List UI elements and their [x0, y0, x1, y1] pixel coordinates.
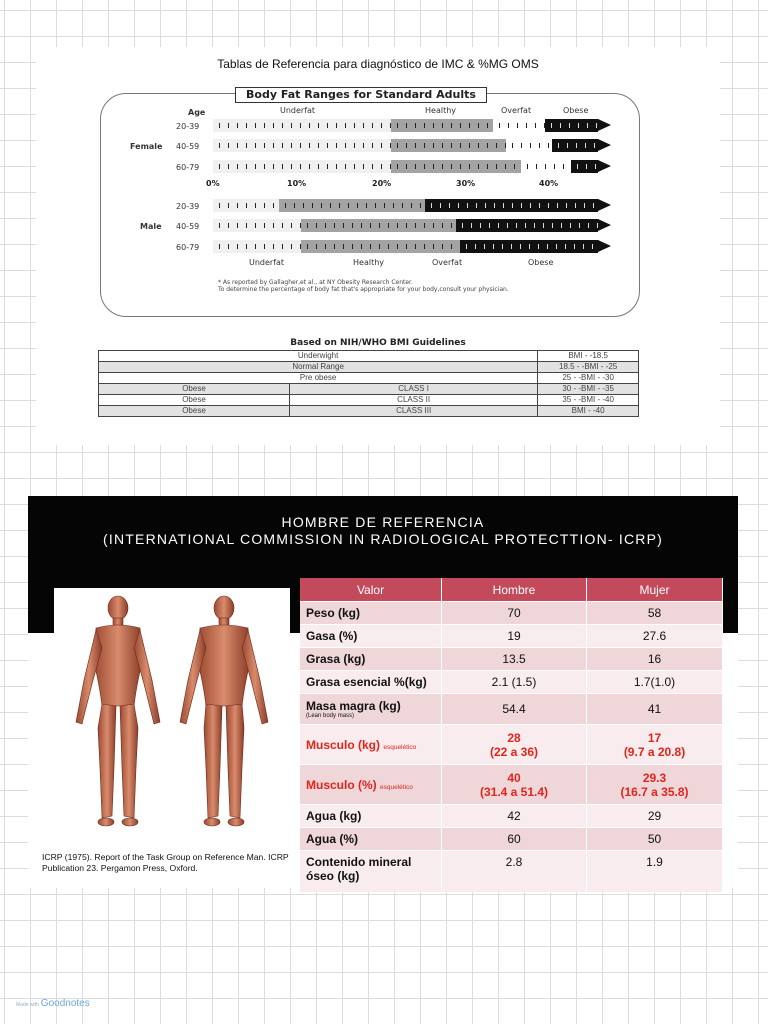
row-label: Contenido mineral óseo (kg)	[300, 851, 442, 892]
row-label-text: Musculo (%)	[306, 777, 377, 792]
table-row	[300, 671, 723, 694]
bmi-range: BMI - -18.5	[538, 351, 639, 362]
hombre-value: 13.5	[442, 648, 587, 671]
row-label: Agua (kg)	[300, 805, 442, 828]
bmi-range: BMI - -40	[538, 406, 639, 417]
row-label: Agua (%)	[300, 828, 442, 851]
fat-bar-male-20-39	[213, 199, 611, 212]
segment-obese	[552, 139, 598, 152]
citation-text: ICRP (1975). Report of the Task Group on Reference Man. ICRP Publication 23. Pergamon Press, Oxford.	[42, 852, 289, 873]
segment-obese	[545, 119, 598, 132]
bottom-category-overfat: Overfat	[432, 258, 463, 267]
mujer-value: 29	[587, 805, 723, 828]
hombre-value: 2.1 (1.5)	[442, 671, 587, 694]
column-header-hombre: Hombre	[442, 578, 587, 602]
mujer-main: 17	[647, 730, 662, 745]
hombre-value: 70	[442, 602, 587, 625]
table-row	[99, 395, 639, 406]
segment-healthy	[391, 160, 522, 173]
row-label-text: Masa magra (kg)	[306, 699, 401, 713]
segment-overfat	[493, 119, 545, 132]
reference-man-table	[300, 578, 723, 892]
segment-obese	[460, 240, 598, 253]
bottom-category-underfat: Underfat	[249, 258, 285, 267]
top-category-overfat: Overfat	[501, 106, 532, 115]
arrow-right-icon	[598, 199, 611, 211]
segment-underfat	[213, 219, 301, 232]
segment-healthy	[301, 219, 457, 232]
top-category-underfat: Underfat	[280, 106, 316, 115]
bmi-category: Pre obese	[99, 373, 538, 384]
goodnotes-watermark	[16, 998, 90, 1009]
table-header-row	[300, 578, 723, 602]
male-label: Male	[140, 222, 162, 231]
footnote-line-2: To determine the percentage of body fat that's appropriate for your body,consult your physician.	[218, 286, 509, 293]
female-label: Female	[130, 142, 163, 151]
mujer-range: (9.7 a 20.8)	[623, 744, 686, 759]
segment-underfat	[213, 240, 301, 253]
hombre-value: 54.4	[442, 694, 587, 725]
bmi-range: 25 - -BMI - -30	[538, 373, 639, 384]
slide-title-line-2: (INTERNATIONAL COMMISSION IN RADIOLOGICAL PROTECTTION- ICRP)	[103, 531, 663, 547]
segment-overfat	[506, 139, 552, 152]
female-age-60-79: 60-79	[176, 163, 200, 172]
mujer-value: 41	[587, 694, 723, 725]
segment-healthy	[391, 119, 494, 132]
bmi-category: Obese	[99, 406, 290, 417]
slide-title-line-1: HOMBRE DE REFERENCIA	[281, 514, 485, 530]
segment-underfat	[213, 199, 279, 212]
row-label-text: Musculo (kg)	[306, 737, 380, 752]
bmi-table	[98, 350, 639, 417]
mujer-value: 50	[587, 828, 723, 851]
male-age-20-39: 20-39	[176, 202, 200, 211]
bmi-class: CLASS III	[290, 406, 538, 417]
table-row	[300, 602, 723, 625]
mujer-value	[587, 725, 723, 765]
footnote-line-1: * As reported by Gallagher,et al., at NY Obesity Research Center.	[218, 279, 413, 286]
bmi-range: 18.5 - -BMI - -25	[538, 362, 639, 373]
bmi-range: 35 - -BMI - -40	[538, 395, 639, 406]
table-row	[300, 805, 723, 828]
male-age-40-59: 40-59	[176, 222, 200, 231]
bmi-class: CLASS II	[290, 395, 538, 406]
reference-tables-page	[36, 47, 720, 445]
mujer-value: 1.9	[587, 851, 723, 892]
hombre-range: (31.4 a 51.4)	[479, 784, 549, 799]
mujer-value: 1.7(1.0)	[587, 671, 723, 694]
segment-healthy	[279, 199, 426, 212]
bottom-category-obese: Obese	[528, 258, 554, 267]
fat-bar-female-60-79	[213, 160, 611, 173]
tick-30: 30%	[456, 179, 476, 188]
tick-40: 40%	[539, 179, 559, 188]
hombre-main: 40	[507, 770, 521, 785]
arrow-right-icon	[598, 119, 611, 131]
fat-bar-female-20-39	[213, 119, 611, 132]
body-fat-footnote	[218, 279, 509, 293]
female-age-20-39: 20-39	[176, 122, 200, 131]
male-age-60-79: 60-79	[176, 243, 200, 252]
segment-obese	[456, 219, 598, 232]
segment-overfat	[521, 160, 571, 173]
bmi-category: Obese	[99, 384, 290, 395]
hombre-value: 60	[442, 828, 587, 851]
tick-20: 20%	[372, 179, 392, 188]
hombre-value	[442, 725, 587, 765]
mujer-value: 58	[587, 602, 723, 625]
row-label: Grasa (kg)	[300, 648, 442, 671]
mujer-value: 16	[587, 648, 723, 671]
table-row	[300, 725, 723, 765]
table-row	[99, 406, 639, 417]
table-row	[99, 351, 639, 362]
anatomy-illustration	[54, 588, 290, 842]
hombre-main: 28	[507, 730, 521, 745]
bmi-range: 30 - -BMI - -35	[538, 384, 639, 395]
row-label: Peso (kg)	[300, 602, 442, 625]
table-row	[300, 625, 723, 648]
bmi-category: Normal Range	[99, 362, 538, 373]
table-row	[99, 362, 639, 373]
top-category-healthy: Healthy	[425, 106, 457, 115]
table-row	[300, 694, 723, 725]
female-age-40-59: 40-59	[176, 142, 200, 151]
row-label-note: (Lean body mass)	[306, 713, 355, 719]
bmi-class: CLASS I	[290, 384, 538, 395]
row-label	[300, 725, 442, 765]
segment-underfat	[213, 160, 391, 173]
fat-bar-male-40-59	[213, 219, 611, 232]
row-label-sub: esquelético	[383, 743, 417, 751]
segment-underfat	[213, 119, 391, 132]
table-row	[300, 851, 723, 892]
mujer-main: 29.3	[642, 770, 667, 785]
row-label	[300, 765, 442, 805]
row-label	[300, 694, 442, 725]
segment-healthy	[391, 139, 507, 152]
arrow-right-icon	[598, 139, 611, 151]
row-label: Grasa esencial %(kg)	[300, 671, 442, 694]
hombre-value	[442, 765, 587, 805]
table-row	[300, 648, 723, 671]
tick-10: 10%	[287, 179, 307, 188]
hombre-range: (22 a 36)	[489, 744, 539, 759]
hombre-value: 19	[442, 625, 587, 648]
segment-obese	[425, 199, 598, 212]
row-label-sub: esquelético	[380, 783, 413, 791]
age-header: Age	[188, 108, 206, 117]
top-category-obese: Obese	[563, 106, 589, 115]
body-fat-chart-title: Body Fat Ranges for Standard Adults	[235, 87, 487, 103]
fat-bar-female-40-59	[213, 139, 611, 152]
tick-0: 0%	[206, 179, 220, 188]
column-header-mujer: Mujer	[587, 578, 723, 602]
mujer-value	[587, 765, 723, 805]
table-row	[99, 373, 639, 384]
table-row	[99, 384, 639, 395]
slide-title	[28, 514, 738, 548]
bmi-category: Underwight	[99, 351, 538, 362]
arrow-right-icon	[598, 219, 611, 231]
mujer-range: (16.7 a 35.8)	[620, 784, 689, 799]
hombre-value: 42	[442, 805, 587, 828]
document-title: Tablas de Referencia para diagnóstico de IMC & %MG OMS	[217, 57, 539, 71]
bmi-table-title: Based on NIH/WHO BMI Guidelines	[290, 338, 466, 348]
reference-man-slide	[28, 496, 738, 888]
segment-underfat	[213, 139, 391, 152]
arrow-right-icon	[598, 240, 611, 252]
hombre-value: 2.8	[442, 851, 587, 892]
table-row	[300, 765, 723, 805]
bmi-category: Obese	[99, 395, 290, 406]
bottom-category-healthy: Healthy	[353, 258, 385, 267]
muscle-figures-icon	[54, 588, 290, 842]
segment-obese	[571, 160, 598, 173]
fat-bar-male-60-79	[213, 240, 611, 253]
watermark-brand: Goodnotes	[40, 998, 90, 1009]
arrow-right-icon	[598, 160, 611, 172]
row-label: Gasa (%)	[300, 625, 442, 648]
segment-healthy	[301, 240, 461, 253]
watermark-prefix: Made with	[16, 1002, 39, 1008]
mujer-value: 27.6	[587, 625, 723, 648]
table-row	[300, 828, 723, 851]
column-header-valor: Valor	[300, 578, 442, 602]
